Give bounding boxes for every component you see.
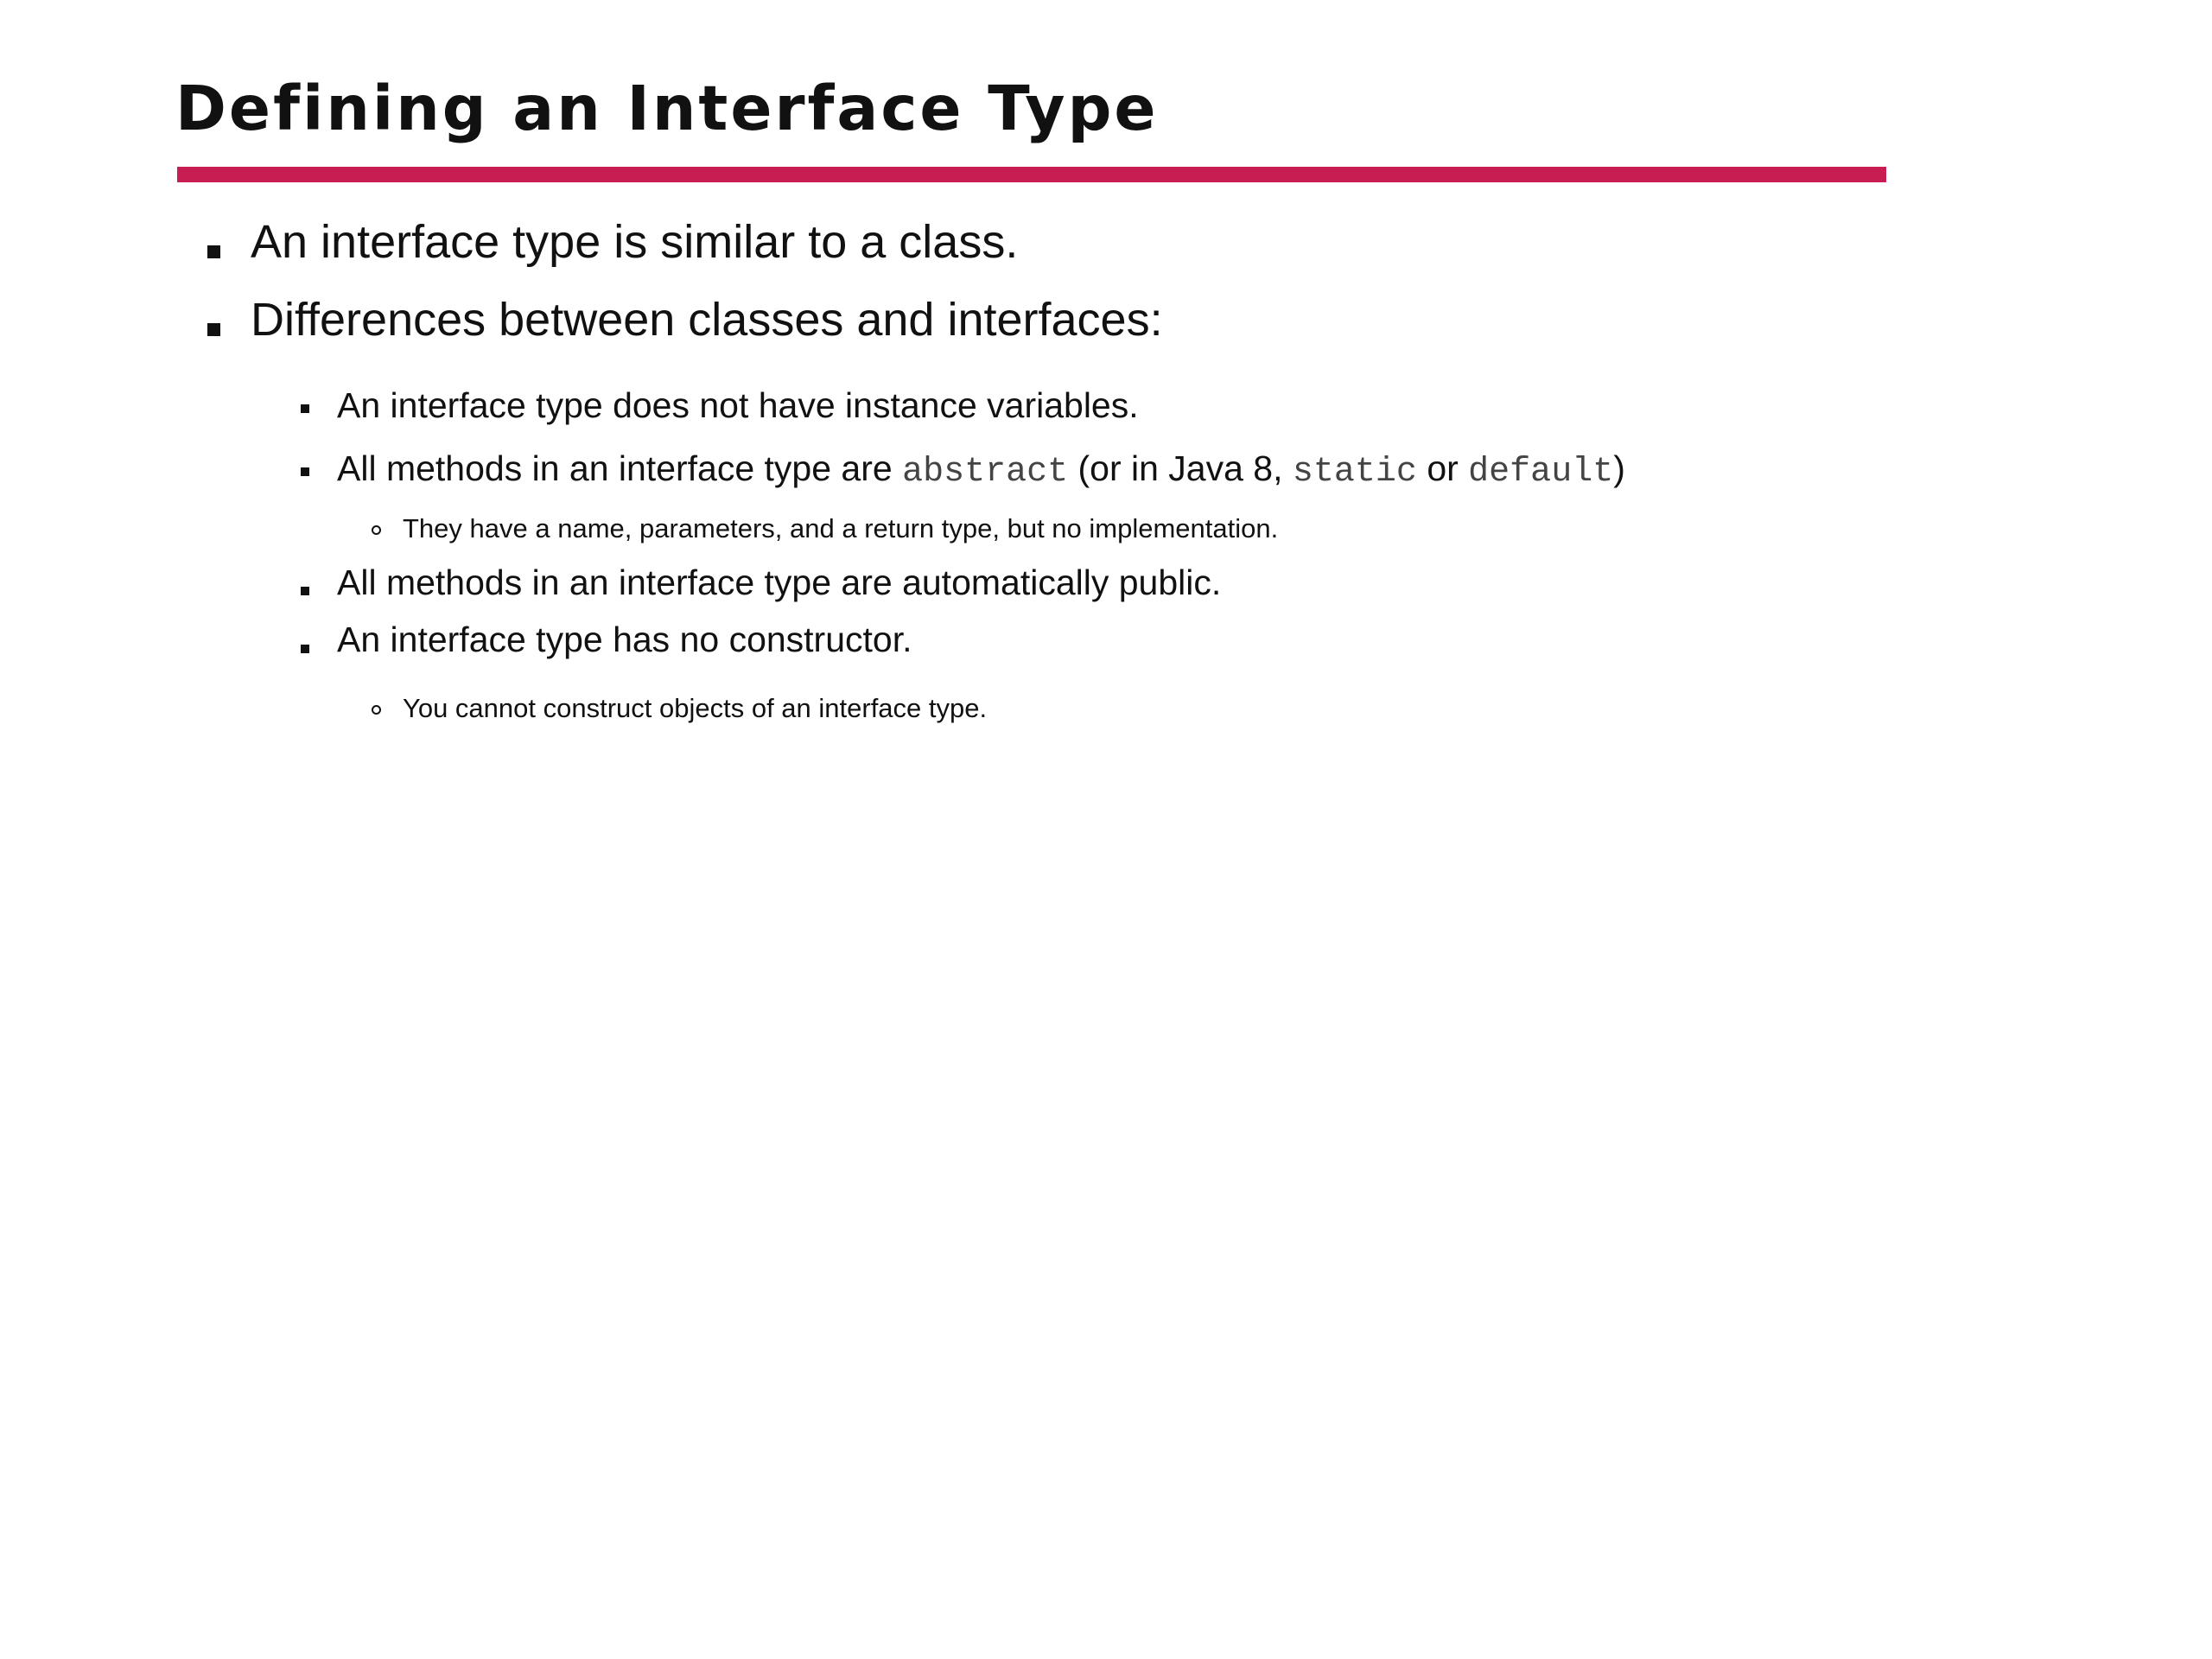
sub-sub-bullet-circle-marker bbox=[372, 525, 381, 535]
bullet-square-marker bbox=[207, 323, 220, 336]
abstract-text-before: All methods in an interface type are bbox=[337, 448, 903, 488]
bullet-square-marker bbox=[207, 245, 220, 258]
code-default: default bbox=[1468, 453, 1614, 492]
sub-bullet-marker bbox=[301, 645, 309, 653]
bullet-similar-to-class: An interface type is similar to a class. bbox=[251, 216, 1019, 268]
slide-title: Defining an Interface Type bbox=[175, 73, 1159, 144]
abstract-text-after: ) bbox=[1613, 448, 1625, 488]
sub-bullet-no-instance-variables: An interface type does not have instance variables. bbox=[337, 385, 1139, 425]
sub-bullet-public-methods: All methods in an interface type are automatically public. bbox=[337, 563, 1222, 602]
title-divider bbox=[177, 167, 1886, 182]
sub-sub-bullet-circle-marker bbox=[372, 705, 381, 715]
sub-bullet-no-constructor: An interface type has no constructor. bbox=[337, 620, 912, 659]
sub-bullet-abstract-methods bbox=[337, 448, 1625, 492]
sub-bullet-marker bbox=[301, 467, 309, 476]
detail-cannot-construct: You cannot construct objects of an interface type. bbox=[403, 693, 988, 723]
sub-bullet-marker bbox=[301, 587, 309, 595]
bullet-differences: Differences between classes and interfaces: bbox=[251, 294, 1163, 346]
sub-bullet-marker bbox=[301, 404, 309, 413]
abstract-text-or: or bbox=[1416, 448, 1469, 488]
code-abstract: abstract bbox=[902, 453, 1069, 492]
abstract-text-middle: (or in Java 8, bbox=[1068, 448, 1293, 488]
detail-no-implementation: They have a name, parameters, and a return type, but no implementation. bbox=[403, 513, 1279, 543]
code-static: static bbox=[1292, 453, 1417, 492]
